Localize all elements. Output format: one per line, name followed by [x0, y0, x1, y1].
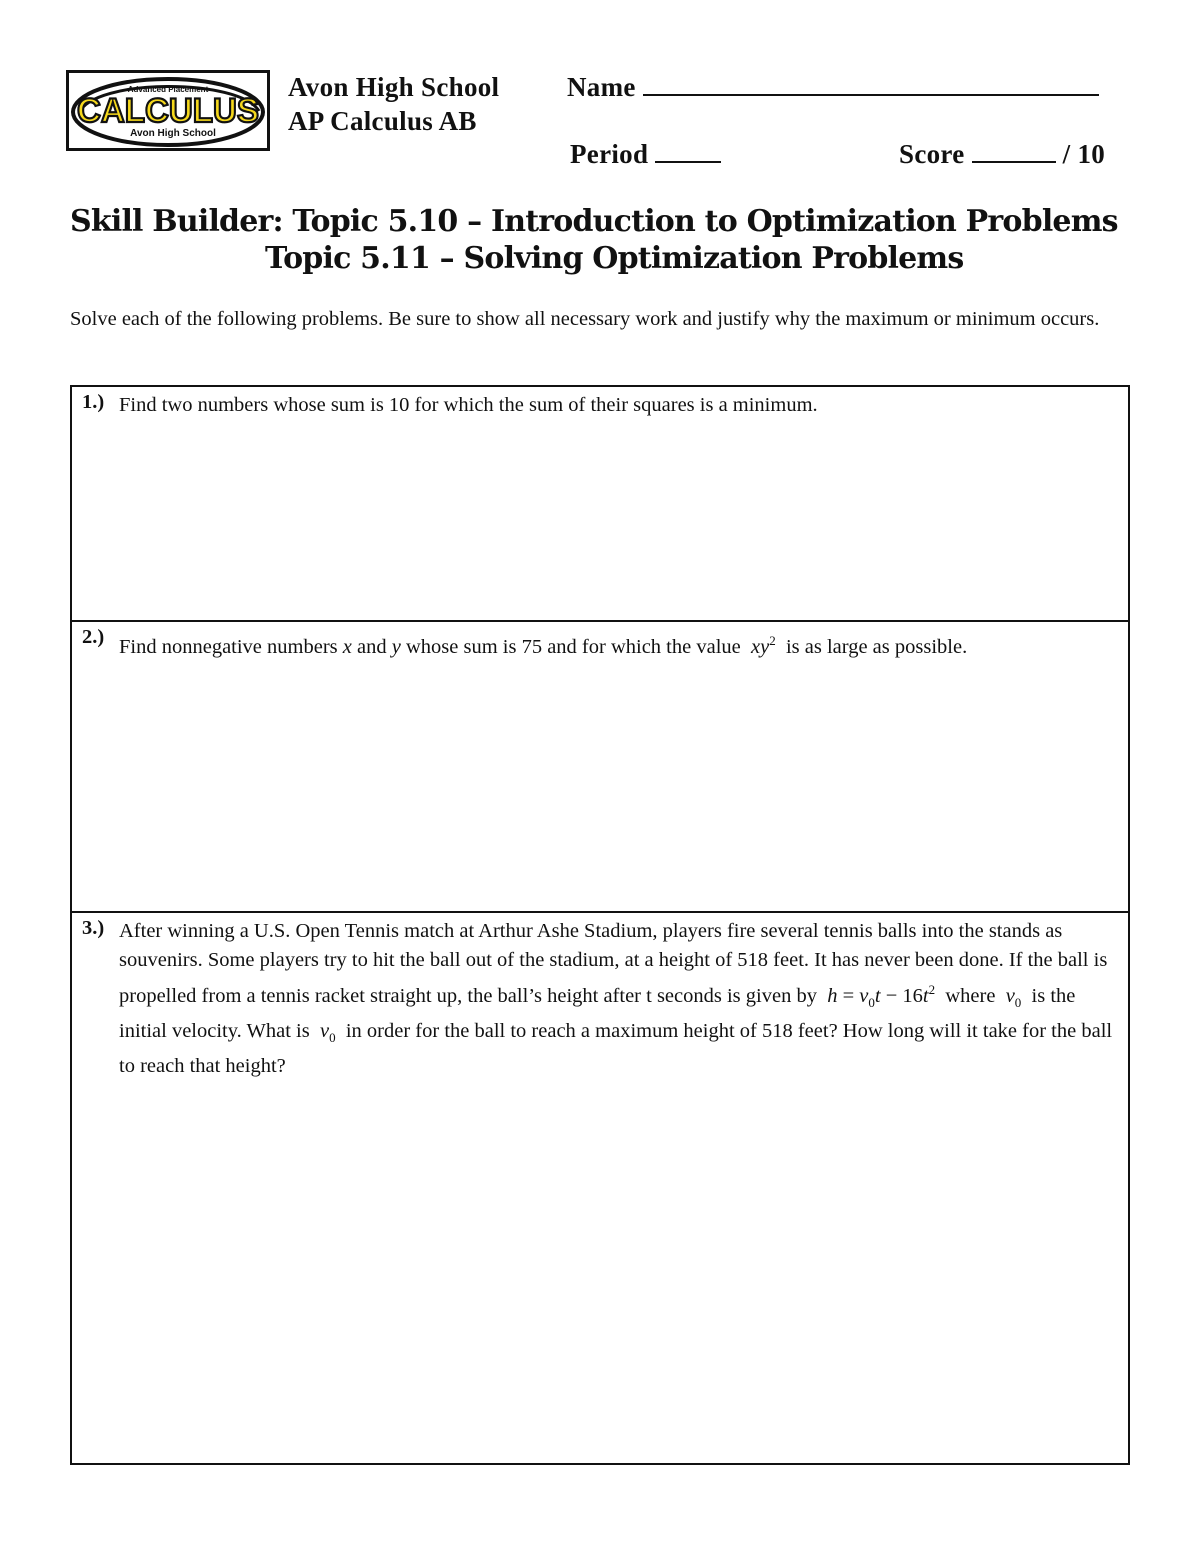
calculus-logo-graphic — [69, 73, 267, 148]
school-name: Avon High School — [288, 72, 500, 102]
name-label: Name — [567, 72, 636, 102]
name-field — [567, 72, 1099, 103]
expression-xy-squared — [751, 633, 776, 658]
problem-2-text — [119, 626, 1118, 662]
problem-2-text-b: whose sum is 75 and for which the value — [405, 635, 741, 658]
eq-v-subscript: 0 — [868, 994, 875, 1010]
expression-exponent: 2 — [769, 633, 776, 648]
initial-velocity-symbol — [1005, 984, 1022, 1010]
problem-2-text-and: and — [357, 635, 387, 658]
v-symbol: v — [319, 1019, 330, 1042]
score-blank[interactable] — [972, 139, 1056, 163]
problem-3-box — [70, 911, 1130, 1465]
logo-bottom-text: Avon High School — [130, 128, 216, 139]
expression-base: xy — [751, 635, 770, 658]
problem-3-text-c: is the initial velocity. What is — [119, 984, 1076, 1042]
period-label: Period — [570, 139, 649, 169]
eq-minus-16: − 16 — [880, 984, 923, 1007]
eq-equals: = — [837, 984, 860, 1007]
eq-exponent: 2 — [928, 982, 936, 997]
problem-3-text-d: in order for the ball to reach a maximum height of 518 feet? How long will it take for the ball to reach that height? — [119, 1019, 1113, 1078]
calculus-logo — [66, 70, 270, 151]
initial-velocity-symbol — [319, 1019, 336, 1046]
logo-main-text: CALCULUS — [77, 92, 259, 130]
problem-2-text-c: is as large as possible. — [785, 635, 968, 658]
logo-top-text: Advanced Placement — [127, 85, 209, 94]
score-total: / 10 — [1062, 139, 1106, 169]
problem-number: 2.) — [82, 626, 105, 648]
instructions: Solve each of the following problems. Be sure to show all necessary work and justify why the maximum or minimum occurs. — [70, 308, 1100, 330]
problem-3-text-b: where — [945, 984, 996, 1007]
eq-t2: t — [922, 984, 929, 1007]
eq-v: v — [859, 984, 869, 1007]
eq-h: h — [827, 984, 838, 1007]
problem-2-box — [70, 620, 1130, 912]
course-name: AP Calculus AB — [288, 106, 477, 136]
problem-1-box — [70, 385, 1130, 621]
v-symbol: v — [1005, 984, 1015, 1007]
problem-2-text-a: Find nonnegative numbers — [119, 635, 338, 658]
variable-x: x — [342, 635, 352, 658]
period-blank[interactable] — [655, 139, 721, 163]
height-equation — [827, 982, 936, 1010]
v-subscript: 0 — [1014, 994, 1022, 1010]
problem-3-text-a: After winning a U.S. Open Tennis match at Arthur Ashe Stadium, players fire several tennis balls into the stands as souvenirs. Some players try to hit the ball out of the stadium, at a height of 518 feet. It has never been done. If the ball is propelled from a tennis racket straight up, the ball’s height after t seconds is given by — [119, 920, 1108, 1007]
score-field — [899, 139, 1105, 170]
problem-number: 3.) — [82, 917, 105, 939]
problem-3-text — [119, 917, 1118, 1081]
variable-y: y — [391, 635, 401, 658]
score-label: Score — [899, 139, 965, 169]
title-line-2: Topic 5.11 – Solving Optimization Problems — [265, 241, 964, 276]
problem-1-text: Find two numbers whose sum is 10 for which the sum of their squares is a minimum. — [119, 394, 818, 416]
eq-t: t — [874, 984, 881, 1007]
title-line-1: Skill Builder: Topic 5.10 – Introduction to Optimization Problems — [70, 204, 1118, 239]
name-blank[interactable] — [643, 72, 1099, 96]
period-field — [570, 139, 721, 170]
problem-number: 1.) — [82, 391, 105, 413]
v-subscript: 0 — [329, 1030, 336, 1046]
